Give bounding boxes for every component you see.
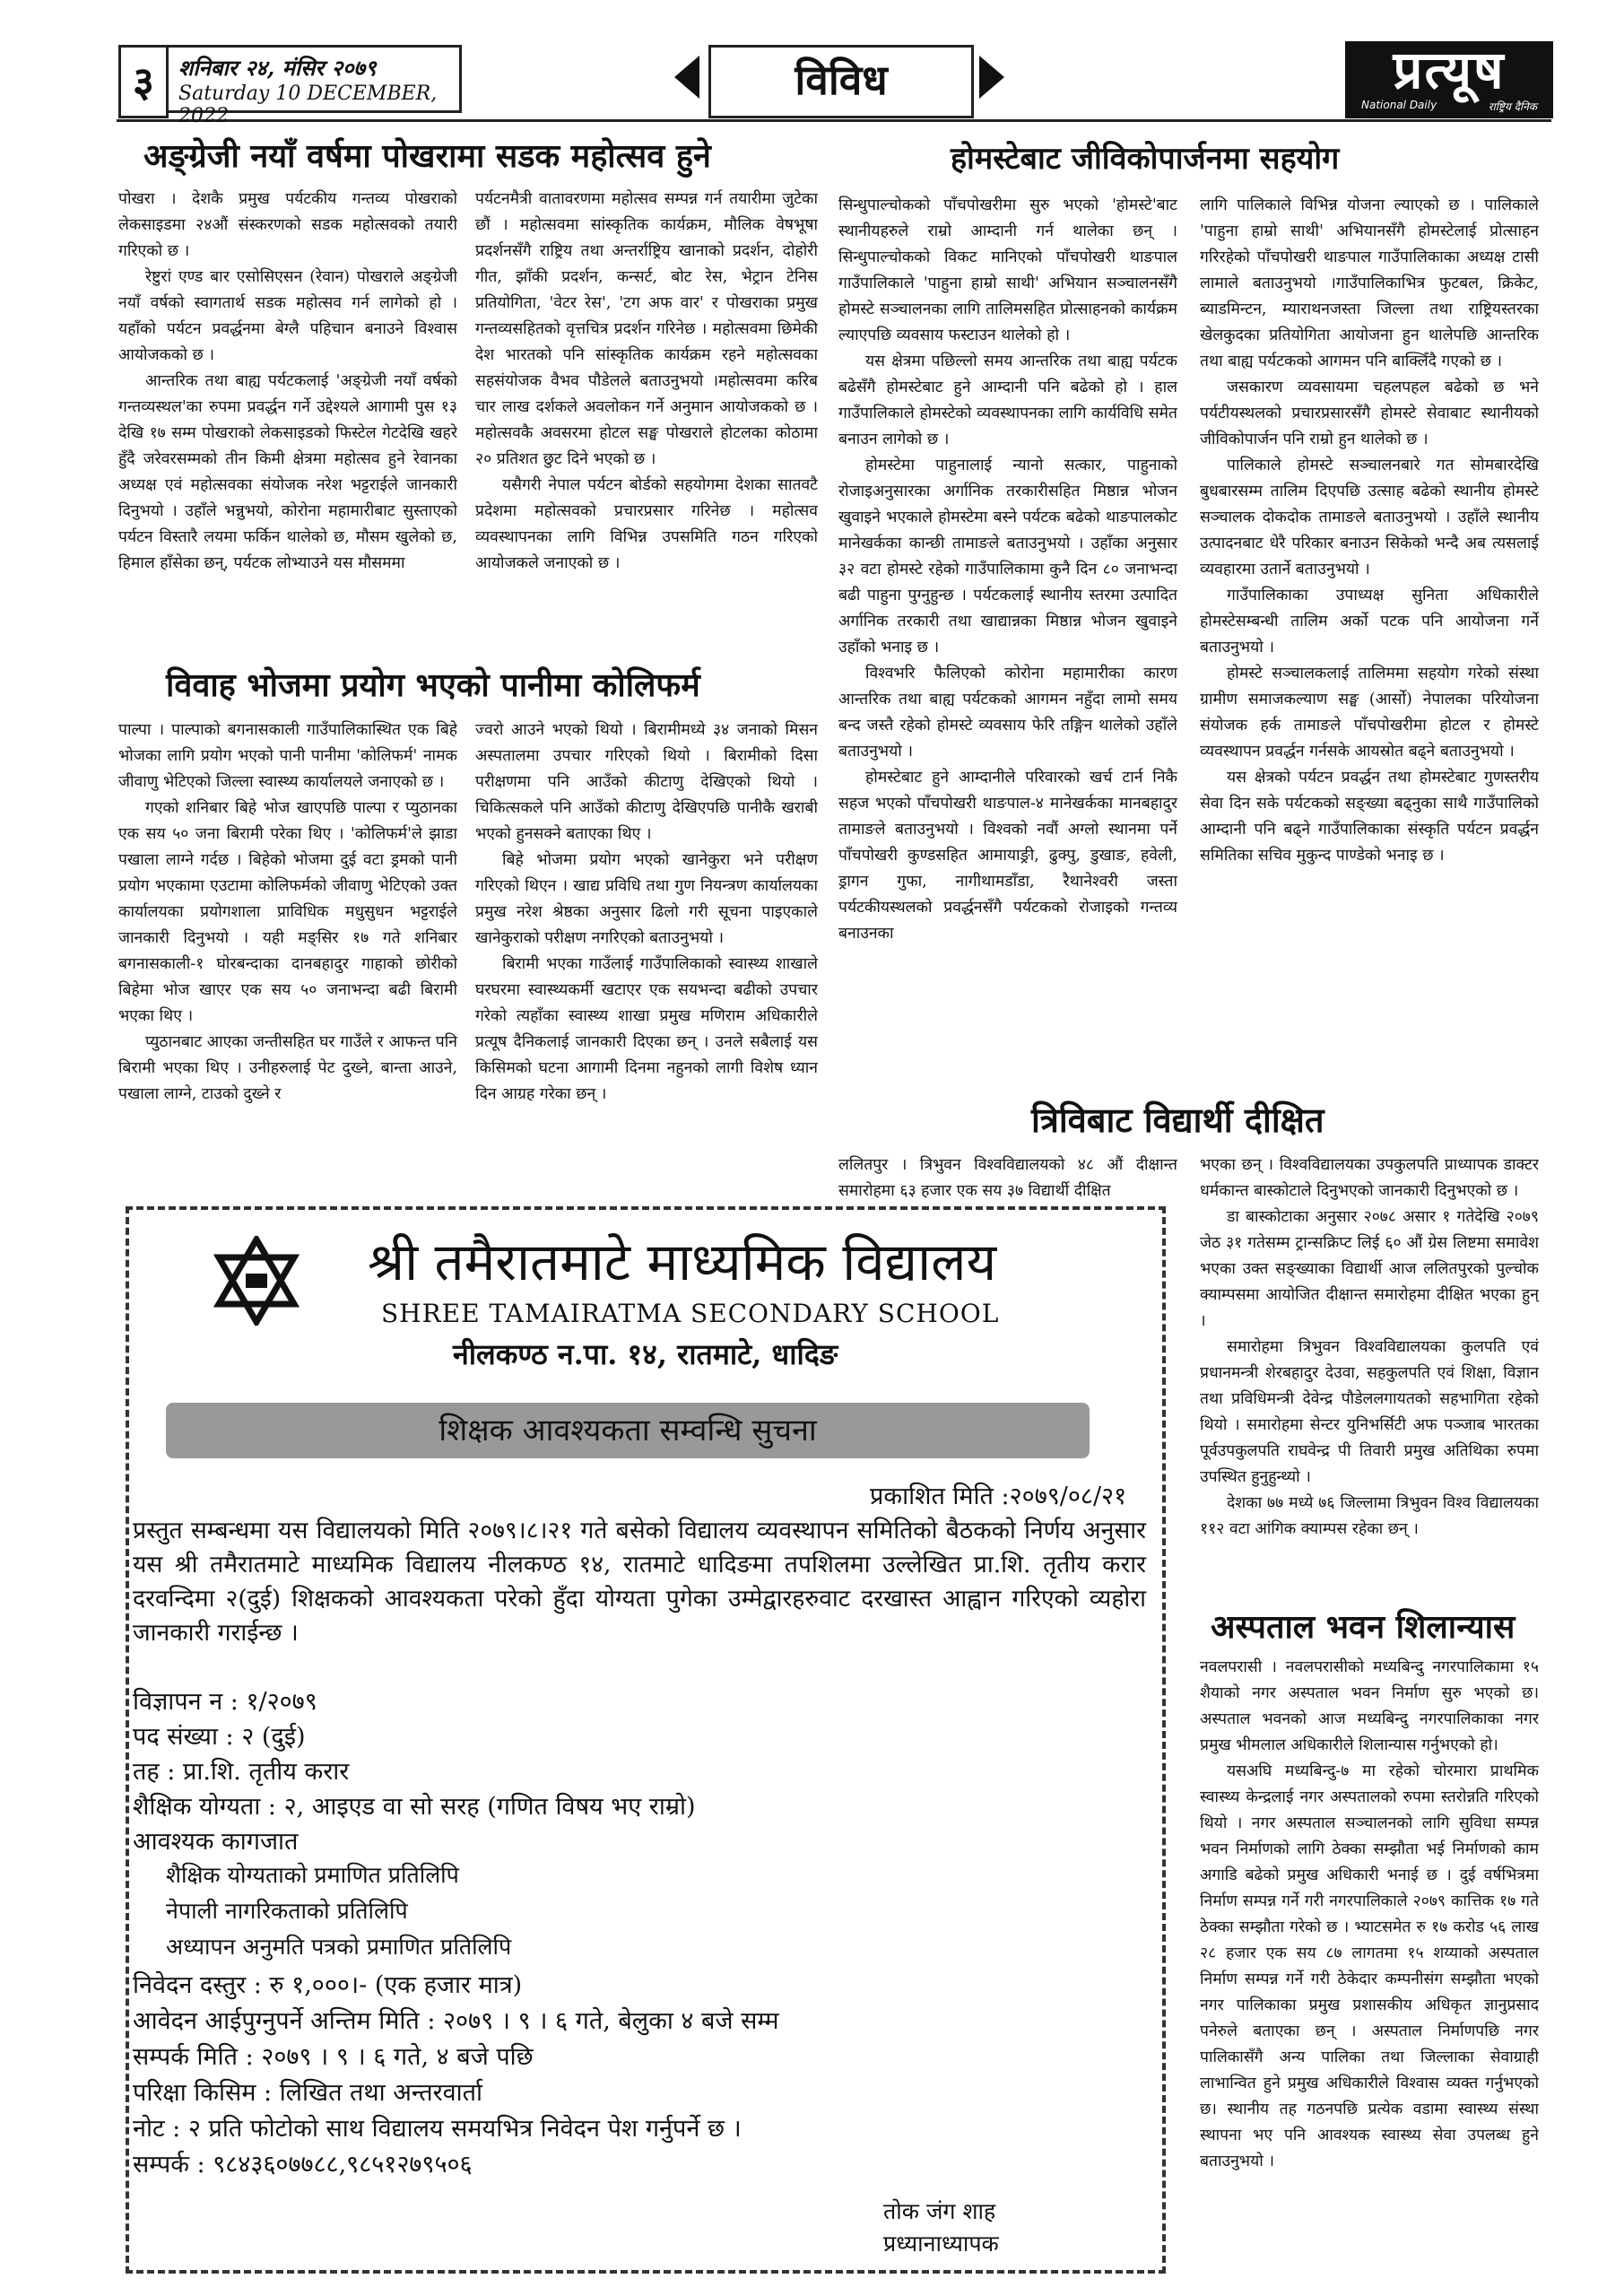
article-column [475,718,818,1206]
school-name-english: SHREE TAMAIRATMA SECONDARY SCHOOL [381,1299,1000,1328]
paragraph: नवलपरासी । नवलपरासीको मध्यबिन्दु नगरपालिकामा १५ शैयाको नगर अस्पताल भवन निर्माण सुरु भएको छ। अस्पताल भवनको आज मध्यबिन्दु नगरपालिकाका नगर प्रमुख भीमलाल अधिकारीले शिलान्यास गर्नुभएको हो। [1200,1658,1539,1754]
article-headline: अङ्ग्रेजी नयाँ वर्षमा पोखरामा सडक महोत्सव हुने [143,138,711,175]
paragraph: पालिकाले होमस्टे सञ्चालनबारे गत सोमबारदेखि बुधबारसम्म तालिम दिएपछि उत्साह बढेको स्थानीय होमस्टे सञ्चालक दोकदोक तामाङले बताउनुभयो । उहाँले स्थानीय उत्पादनबाट धेरै परिकार बनाउन सिकेको भन्दै अब त्यसलाई व्यवहारमा उतार्ने बताउनुभयो । [1200,457,1539,578]
notice-item: शैक्षिक योग्यता : २, आइएड वा सो सरह (गणित विषय भए राम्रो) [133,1793,696,1821]
paragraph: भएका छन् । विश्वविद्यालयका उपकुलपति प्राध्यापक डाक्टर धर्मकान्त बास्कोटाले दिनुभएको जानकारी दिनुभएको छ । [1200,1156,1539,1200]
notice-item: निवेदन दस्तुर : रु १,०००।- (एक हजार मात्र) [133,1971,523,1999]
date-nepali: शनिबार २४, मंसिर २०७९ [178,55,377,81]
article-column [1200,193,1539,1090]
school-address: नीलकण्ठ न.पा. १४, रातमाटे, धादिङ [453,1337,838,1371]
prev-arrow-icon [674,56,699,99]
paragraph: गएको शनिबार बिहे भोज खाएपछि पाल्पा र प्युठानका एक सय ५० जना बिरामी परेका थिए । 'कोलिफर्म'ले झाडा पखाला लाग्ने गर्दछ । बिहेको भोजमा दुई वटा ड्रमको पानी प्रयोग भएकामा एउटामा कोलिफर्मको जीवाणु भेटिएको उक्त कार्यालयका प्रयोगशाला प्राविधिक मधुसुधन भट्टराईले जानकारी दिनुभयो । यही मङ्सिर १७ गते शनिबार बगनासकाली-१ घोरबन्दाका दानबहादुर गाहाको छोरीको बिहेमा भोज खाएर एक सय ५० जनाभन्दा बढी बिरामी भएका थिए । [118,799,457,1025]
published-date: प्रकाशित मिति :२०७९/०८/२१ [870,1483,1127,1510]
next-arrow-icon [979,56,1004,99]
paragraph: देशका ७७ मध्ये ७६ जिल्लामा त्रिभुवन विश्व विद्यालयका ११२ वटा आंगिक क्याम्पस रहेका छन् । [1200,1494,1539,1538]
notice-item: तह : प्रा.शि. तृतीय करार [133,1758,350,1786]
article-headline: विवाह भोजमा प्रयोग भएको पानीमा कोलिफर्म [166,667,700,704]
paragraph: जसकारण व्यवसायमा चहलपहल बढेको छ भने पर्यटीयस्थलको प्रचारप्रसारसँगै होमस्टे सेवाबाट स्थानीयको जीविकोपार्जन पनि राम्रो हुन थालेको छ । [1200,378,1539,448]
notice-item: आवश्यक कागजात [133,1828,299,1856]
article-column [1200,1655,1539,2274]
article-column [475,187,818,657]
date-english: Saturday 10 DECEMBER, 2022 [178,83,438,127]
document-item: नेपाली नागरिकताको प्रतिलिपि [166,1898,408,1924]
article-column [838,1152,1177,1206]
logo-tag-right: राष्ट्रिय दैनिक [1488,100,1537,113]
paragraph: सिन्धुपाल्चोकको पाँचपोखरीमा सुरु भएको 'होमस्टे'बाट स्थानीयहरुले राम्रो आम्दानी गर्न थालेका छन् । सिन्धुपाल्चोकको विकट मानिएको पाँचपोखरी थाङपाल गाउँपालिकाले 'पाहुना हाम्रो साथी' अभियान सञ्चालनसँगै होमस्टे सञ्चालनका लागि तालिमसहित प्रोत्साहनको कार्यक्रम ल्याएपछि व्यवसाय फस्टाउन थालेको हो । [838,196,1177,344]
notice-item: आवेदन आईपुग्नुपर्ने अन्तिम मिति : २०७९ । ९ । ६ गते, बेलुका ४ बजे सम्म [133,2007,779,2035]
paragraph: ज्वरो आउने भएको थियो । बिरामीमध्ये ३४ जनाको मिसन अस्पतालमा उपचार गरिएको थियो । बिरामीको दिसा परीक्षणमा पनि आउँको कीटाणु देखिएको थियो । चिकित्सकले पनि आउँको कीटाणु देखिएपछि पानीकै खराबी भएको हुनसक्ने बताएका थिए । [475,721,818,843]
paragraph: बिहे भोजमा प्रयोग भएको खानेकुरा भने परीक्षण गरिएको थिएन । खाद्य प्रविधि तथा गुण नियन्त्रण कार्यालयका प्रमुख नरेश श्रेष्ठका अनुसार ढिलो गरी सूचना पाइएकाले खानेकुराको परीक्षण नगरिएको बताउनुभयो । [475,851,818,947]
paragraph: होमस्टे सञ्चालकलाई तालिममा सहयोग गरेको संस्था ग्रामीण समाजकल्याण सङ्घ (आर्सो) नेपालका परियोजना संयोजक हर्क तामाङले पाँचपोखरीमा होटल र होमस्टे व्यवस्थापन प्रवर्द्धन गर्नसके आयस्रोत बढ्ने बताउनुभयो । [1200,665,1539,761]
logo-tag-left: National Daily [1361,99,1437,111]
section-title: विविध [708,45,974,118]
signatory-designation: प्रध्यानाध्यापक [883,2231,999,2257]
paragraph: यस क्षेत्रमा पछिल्लो समय आन्तरिक तथा बाह्य पर्यटक बढेसँगै होमस्टेबाट हुने आम्दानी पनि बढेको हो । हाल गाउँपालिकाले होमस्टेको व्यवस्थापनका लागि कार्यविधि समेत बनाउन लागेको छ । [838,352,1177,448]
paragraph: गाउँपालिकाका उपाध्यक्ष सुनिता अधिकारीले होमस्टेसम्बन्धी तालिम अर्को पटक पनि आयोजना गर्ने बताउनुभयो । [1200,587,1539,657]
paragraph: डा बास्कोटाका अनुसार २०७८ असार १ गतेदेखि २०७९ जेठ ३१ गतेसम्म ट्रान्सक्रिप्ट लिई ६० औं ग्रेस लिष्टमा समावेश भएका उक्त सङ्ख्याका विद्यार्थी आज ललितपुरको पुल्चोक क्याम्पसमा आयोजित दीक्षान्त समारोहमा दीक्षित भएका हुन् । [1200,1208,1539,1330]
paragraph: रेष्टुरां एण्ड बार एसोसिएसन (रेवान) पोखराले अङ्ग्रेजी नयाँ वर्षको स्वागतार्थ सडक महोत्सव गर्न लागेको हो । यहाँको पर्यटन प्रवर्द्धनमा बेग्लै पहिचान बनाउने विश्वास आयोजकको छ । [118,268,457,364]
article-column [838,193,1177,1090]
paragraph: समारोहमा त्रिभुवन विश्वविद्यालयका कुलपति एवं प्रधानमन्त्री शेरबहादुर देउवा, सहकुलपति एवं शिक्षा, विज्ञान तथा प्रविधिमन्त्री देवेन्द्र पौडेललगायतको सहभागिता रहेको थियो । समारोहमा सेन्टर युनिभर्सिटी अफ पञ्जाब भारतका पूर्वउपकुलपति राघवेन्द्र पी तिवारी प्रमुख अतिथिका रुपमा उपस्थित हुनुहुन्थ्यो । [1200,1338,1539,1486]
notice-item: पद संख्या : २ (दुई) [133,1723,306,1751]
newspaper-logo [1345,41,1553,118]
paragraph: प्युठानबाट आएका जन्तीसहित घर गाउँले र आफन्त पनि बिरामी भएका थिए । उनीहरुलाई पेट दुख्ने, बान्ता आउने, पखाला लाग्ने, टाउको दुख्ने र [118,1033,457,1103]
notice-body: प्रस्तुत सम्बन्धमा यस विद्यालयको मिति २०७९।८।२१ गते बसेको विद्यालय व्यवस्थापन समितिको बैठकको निर्णय अनुसार यस श्री तमैरातमाटे माध्यमिक विद्यालय नीलकण्ठ १४, रातमाटे धादिङमा तपशिलमा उल्लेखित प्रा.शि. तृतीय करार दरवन्दिमा २(दुई) शिक्षकको आवश्यकता परेको हुँदा योग्यता पुगेका उम्मेद्वारहरुवाट दरखास्त आह्वान गरिएको व्यहोरा जानकारी गराईन्छ । [133,1517,1146,1647]
notice-item: विज्ञापन न : १/२०७९ [133,1688,317,1716]
notice-heading: शिक्षक आवश्यकता सम्वन्धि सुचना [166,1403,1090,1458]
article-column [1200,1152,1539,1601]
dateline [166,45,462,127]
document-item: अध्यापन अनुमति पत्रको प्रमाणित प्रतिलिपि [166,1934,512,1960]
paragraph: पोखरा । देशकै प्रमुख पर्यटकीय गन्तव्य पोखराको लेकसाइडमा २४औं संस्करणको सडक महोत्सवको तयारी गरिएको छ । [118,190,457,260]
article-column [118,718,457,1206]
page-number: ३ [118,45,169,118]
paragraph: यसअघि मध्यबिन्दु-७ मा रहेको चोरमारा प्राथमिक स्वास्थ्य केन्द्रलाई नगर अस्पतालको रुपमा स्तरोन्नति गरिएको थियो । नगर अस्पताल सञ्चालनको लागि सुविधा सम्पन्न भवन निर्माणको लागि ठेक्का सम्झौता भई निर्माणको काम अगाडि बढेको प्रमुख अधिकारी भनाई छ । दुई वर्षभित्रमा निर्माण सम्पन्न गर्ने गरी नगरपालिकाले २०७९ कात्तिक १७ गते ठेक्का सम्झौता गरेको छ । भ्याटसमेत रु १७ करोड ५६ लाख २८ हजार एक सय ८७ लागतमा १५ शय्याको अस्पताल निर्माण सम्पन्न गर्ने गरी ठेकेदार कम्पनीसंग सम्झौता भएको नगर पालिकाका प्रमुख प्रशासकीय अधिकृत ज्ञानुप्रसाद पनेरुले बताएका छन् । अस्पताल निर्माणपछि नगर पालिकासँगै अन्य पालिका तथा जिल्लाका सेवाग्राही लाभान्वित हुने प्रमुख अधिकारीले विश्वास व्यक्त गर्नुभएको छ। स्थानीय तह गठनपछि प्रत्येक वडामा स्वास्थ्य संस्था स्थापना भए पनि आवश्यक स्वास्थ्य सेवा उपलब्ध हुने बताउनुभयो । [1200,1762,1539,2170]
notice-item: सम्पर्क : ९८४३६०७७८८,९८५१२७९५०६ [133,2151,473,2179]
paragraph: लागि पालिकाले विभिन्न योजना ल्याएको छ । पालिकाले 'पाहुना हाम्रो साथी' अभियानसँगै होमस्टेलाई प्रोत्साहन गरिरहेको पाँचपोखरी थाङपाल गाउँपालिकाका अध्यक्ष टासी लामाले बताउनुभयो ।गाउँपालिकाभित्र फुटबल, क्रिकेट, ब्याडमिन्टन, म्याराथनजस्ता जिल्ला तथा राष्ट्रियस्तरका खेलकुदका प्रतियोगिता आयोजना हुन थालेपछि आन्तरिक तथा बाह्य पर्यटकको आगमन पनि बाक्लिँदै गएको छ । [1200,196,1539,370]
paragraph: आन्तरिक तथा बाह्य पर्यटकलाई 'अङ्ग्रेजी नयाँ वर्षको गन्तव्यस्थल'का रुपमा प्रवर्द्धन गर्ने उद्देश्यले आगामी पुस १३ देखि १७ सम्म पोखराको लेकसाइडको फिस्टेल गेटदेखि खहरे हुँदै जरेवरसम्मको तीन किमी क्षेत्रमा महोत्सव हुने रेवानका अध्यक्ष एवं महोत्सवका संयोजक नरेश भट्टराईले जानकारी दिनुभयो । उहाँले भन्नुभयो, कोरोना महामारीबाट सुस्ताएको पर्यटन विस्तारै लयमा फर्किन थालेको छ, मौसम खुलेको छ, हिमाल हाँसेका छन्, पर्यटक लोभ्याउने यस मौसममा [118,372,457,572]
notice-item: सम्पर्क मिति : २०७९ । ९ । ६ गते, ४ बजे पछि [133,2043,534,2071]
paragraph: होमस्टेमा पाहुनालाई न्यानो सत्कार, पाहुनाको रोजाइअनुसारका अर्गानिक तरकारीसहित मिष्ठान्न भोजन खुवाइने भएकाले होमस्टेमा बस्ने पर्यटक बढेको थाङपालकोट मानेखर्कका कान्छी तामाङले बताउनुभयो । उहाँका अनुसार ३२ वटा होमस्टे रहेको गाउँपालिकामा कुनै दिन ८० जनाभन्दा बढी पाहुना पुग्नुहुन्छ । पर्यटकलाई स्थानीय स्तरमा उत्पादित अर्गानिक तरकारी तथा खाद्यान्नका मिष्ठान्न भोजन खुवाइने उहाँको भनाइ छ । [838,457,1177,657]
logo-name: प्रत्यूष [1393,39,1506,100]
paragraph: विश्वभरि फैलिएको कोरोना महामारीका कारण आन्तरिक तथा बाह्य पर्यटकको आगमन नहुँदा लामो समय बन्द जस्तै रहेको होमस्टे व्यवसाय फेरि तङ्गिन थालेको उहाँले बताउनुभयो । [838,665,1177,761]
paragraph: पर्यटनमैत्री वातावरणमा महोत्सव सम्पन्न गर्न तयारीमा जुटेका छौं । महोत्सवमा सांस्कृतिक कार्यक्रम, मौलिक वेषभूषा प्रदर्शनसँगै राष्ट्रिय तथा अन्तर्राष्ट्रिय खानाको प्रदर्शन, दोहोरी गीत, झाँकी प्रदर्शन, कन्सर्ट, बोट रेस, भेट्रान टेनिस प्रतियोगिता, 'वेटर रेस', 'टग अफ वार' र पोखराका प्रमुख गन्तव्यसहितको वृत्तचित्र प्रदर्शन गरिनेछ । महोत्सवमा छिमेकी देश भारतको पनि सांस्कृतिक कार्यक्रम रहने महोत्सवका सहसंयोजक वैभव पौडेलले बताउनुभयो ।महोत्सवमा करिब चार लाख दर्शकले अवलोकन गर्ने अनुमान आयोजकको छ । महोत्सवकै अवसरमा होटल सङ्घ पोखराले होटलका कोठामा २० प्रतिशत छुट दिने भएको छ । [475,190,818,468]
notice-item: नोट : २ प्रति फोटोको साथ विद्यालय समयभित्र निवेदन पेश गर्नुपर्ने छ । [133,2115,742,2143]
document-item: शैक्षिक योग्यताको प्रमाणित प्रतिलिपि [166,1862,459,1888]
signatory-name: तोक जंग शाह [883,2198,996,2224]
article-headline: अस्पताल भवन शिलान्यास [1211,1609,1515,1646]
paragraph: बिरामी भएका गाउँलाई गाउँपालिकाको स्वास्थ्य शाखाले घरघरमा स्वास्थ्यकर्मी खटाएर एक सयभन्दा बढीको उपचार गरेको त्यहाँका स्वास्थ्य शाखा प्रमुख मणिराम अधिकारीले प्रत्यूष दैनिकलाई जानकारी दिएका छन् । उनले सबैलाई यस किसिमको घटना आगामी दिनमा नहुनको लागी विशेष ध्यान दिन आग्रह गरेका छन् । [475,955,818,1103]
article-headline: त्रिविबाट विद्यार्थी दीक्षित [1031,1100,1324,1140]
paragraph: यसैगरी नेपाल पर्यटन बोर्डको सहयोगमा देशका सातवटै प्रदेशमा महोत्सवको प्रचारप्रसार गरिनेछ । महोत्सव व्यवस्थापनका लागि विभिन्न उपसमिति गठन गरिएको आयोजकले जनाएको छ । [475,476,818,572]
article-column [118,187,457,657]
paragraph: ललितपुर । त्रिभुवन विश्वविद्यालयको ४८ औं दीक्षान्त समारोहमा ६३ हजार एक सय ३७ विद्यार्थी दीक्षित [838,1156,1177,1200]
school-name: श्री तमैरातमाटे माध्यमिक विद्यालय [368,1231,997,1292]
paragraph: होमस्टेबाट हुने आम्दानीले परिवारको खर्च टार्न निकै सहज भएको पाँचपोखरी थाङपाल-४ मानेखर्कका मानबहादुर तामाङले बताउनुभयो । विश्वको नवौं अग्लो स्थानमा पर्ने पाँचपोखरी कुण्डसहित आमायाङ्री, ढुक्पु, डुखाङ, हवेली, ड्रागन गुफा, नागीथामडाँडा, रैथानेश्वरी जस्ता पर्यटकीयस्थलको प्रवर्द्धनसँगै पर्यटकको रोजाइको गन्तव्य बनाउनका [838,769,1177,943]
article-headline: होमस्टेबाट जीविकोपार्जनमा सहयोग [951,141,1340,177]
paragraph: पाल्पा । पाल्पाको बगनासकाली गाउँपालिकास्थित एक बिहे भोजका लागि प्रयोग भएको पानी पानीमा 'कोलिफर्म' नामक जीवाणु भेटिएको जिल्ला स्वास्थ्य कार्यालयले जनाएको छ । [118,721,457,791]
paragraph: यस क्षेत्रको पर्यटन प्रवर्द्धन तथा होमस्टेबाट गुणस्तरीय सेवा दिन सके पर्यटकको सङ्ख्या बढ्नुका साथै गाउँपालिको आम्दानी पनि बढ्ने गाउँपालिकाका संस्कृति पर्यटन प्रवर्द्धन समितिका सचिव मुकुन्द पाण्डेको भनाइ छ । [1200,769,1539,865]
star-of-david-icon [212,1236,301,1326]
notice-item: परिक्षा किसिम : लिखित तथा अन्तरवार्ता [133,2079,483,2107]
